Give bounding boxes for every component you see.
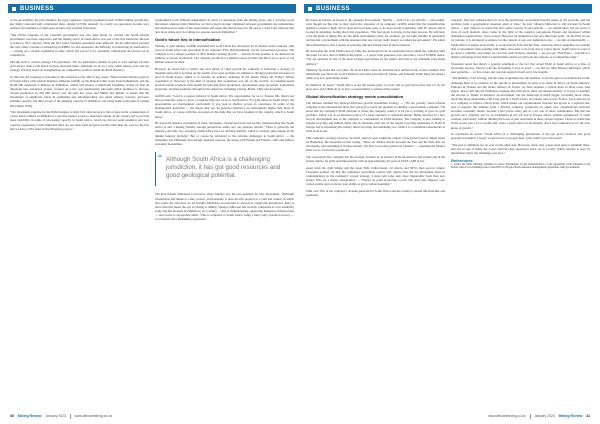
paragraph: Griffith said, "Gold is a serious industry in South Africa. The opportunities for us to: Sonoxe Mb, there's not more productive assets to grow a company like ours on in or South Africa. For gold mines in South Africa, the opportunities are international, particularly if you look at shallow access on operations. In terms of the underground operations — the depots that we can generate efficiency are substantially higher than those in South Africa, of course with the exception of the mine that we have retained in the country, which is South Deep."	[155, 94, 294, 119]
website-link[interactable]: www.africanmining.co.za	[74, 414, 112, 418]
subheading: Global diversification strategy meets consolidation	[306, 94, 404, 100]
paragraph: He noted an advance in favour to the company involvement. "Quality — both of its cost and life — and pushed, even though we like that as they stayed the valuation of its company. Griffith added that the intensification applied to ensure a high, and in open-gold proceeds prior to its most recent acquisition, with 85 ounces and is located in Argentina, noting that in his experience, "The best grade is always in the most process. He will have to be the kinds of things that are but mine environment Chile, for example, get the right stability in generative and beyond a government with the assurance that one can get really money we otherwise encounters". He added that partnerships is also a means of reducing risk and driving sales of those interests.	[306, 18, 445, 47]
issue-date: January 2023	[45, 414, 66, 418]
square-bullet-icon	[308, 7, 312, 11]
paragraph: "The humility of the strategy and the value acquisition into the business, is not the quest to transform the world. Although there is no solution on the reform or investments we have now made in Africa on North America, Ethiopia in Finland and the nickel refinery in France, we have attained a critical mass in these areas. And expect, that is still like the Zimbabwe example that Neil given, there are unseen benefits. It is easy to quantify the success or failure in instances an investment, but the landscape is much bigger, providing more value, involving more relationship with a big jade in a North Africa, in Canada, and even in France. It has allowed us as a company to achieve critical mass, which means our organisational structure has grown to a regional one. And it supports the ultimate from a thriving company perspective in where new organisational structure becomes constantly dream, because I feel you're really just in a it's one of those commodities. But that the growth out I arguably just be an established in the US and in Europe allows another springboard of value creation, particularly without diluting the focus of past operations in these various regions. I have no doubt that in the recent past a lot is profits and create a good return on investment, and it has positioned us for the next phase of growth."	[451, 76, 590, 130]
section-label: BUSINESS	[20, 5, 54, 12]
paragraph: The Don Eskom Zimbabwe is however where Mueller saw the best potential for new investment. "Although investments and thinks to value, protect, environments, it does involve projects to a cash and control of which that comes the said flow we all brought Zimbabwe in particular is viewed as a high-risk jurisdiction, there is more than that meets the eye according to Müller. Sibanye-Stillwater has recently completed its own feasibility study and has invested in Zimbabwe, in a country — that is manufacturing, supporting industries, infrastructure — and access to appropriate skills. "This is compared to South Africa, being a fairly early operation society — we probably have Rethinking operations."	[155, 192, 294, 221]
paragraph: The mission outlined the Sibanye-Stillwater growth investment strategy — "We are proudly South African company in the international field. Our vision is to reach our pipeline to building a green metals company." He noted that the company's PGM portfolio is where the company wants it to be but is working to grow its gold portfolio, which acts as an insurance policy of a large exposure to industrial metals. Being involved in a new recycle development also in the company to complement its PGM business. The company is also looking to expand recycling and lithium metal and its divisions with one of the largest recycling businesses in PGM in Europe and is expanding into battery metal recycling and remaining two, while it is a committed shareholder at ASX Gold Goals.	[306, 100, 445, 134]
left-column-1	[10, 18, 149, 410]
paragraph: Froneman noted that there's a positive sentiment to the fact that actual PGM in South Africa at a time of increasing success. They've paid the Servemine to five in years — we did not limit Sibanye-Stillwater, which uses repatriate — to have years and concede again for itself every few months.	[451, 61, 590, 74]
left-columns	[10, 18, 294, 410]
paragraph: "The official response of the Canadian government was also quite brutal. In contrast, the South African government was more supportive and the mining sector in South Africa was one of the first industries allowed to return to 50% capacity, while the first world countries operations were different. On the other hand, because the state offers a means of transacting in RMBs, we did experience the difficulty of transacting in South Africa — relying on a current acquisition locality, which has proved to be extremely complicated and drawn out in comparison.	[10, 32, 149, 58]
page-footer	[488, 412, 590, 420]
magazine-name: Mining Review	[558, 414, 583, 418]
divider	[530, 414, 531, 419]
section-header-bar	[8, 4, 296, 13]
reference-item[interactable]: 1. Justin the Mine Melting available for more information on the Intensification of the agreement with Tanzanias Gold Fields: https://www.miningreview.com/2022/11/29/gold-fields-tanzania-management-agreement-with-government/	[451, 162, 590, 170]
paragraph: Apart from the right timing and the usual PMs, bidirectional, oil returns and NPVs then proven valued, Fareoman pointed out that the company's investment returns will, deliver that the the investment must be complementary to the company's current strategy, it must add value and, more importantly from then new before, ESG are a major consideration — "There's no point in hearing a tactic that don't help improve your carbon profile and accelerate your ability to get to carbon neutrality."	[306, 165, 445, 187]
paragraph: He noted that the Gold Fields asset in Chile has developed from an exploration find within the company until the point it is now able of 400m in the region — a project that generates at its outcome a cost of US$950 ounce. "We are currently in one of the most stranger gold mines on the planet. And this is our dominant long-living delivery."	[306, 49, 445, 66]
paragraph: "Our investment pipeline for the PGM business is fairly full. One last step is that of tests in the consideration of a base metal refinery in Zimbabwe to provide greater access to renewable energy in the country and to provide more flexibility in terms of processing capacity in South Africa. Given we did not seem extensive and new capacity expansions, I don't think that there are any short term prospects locally other than oil, save for the fact that we have a 50% stake in the Waterberg project."	[10, 110, 149, 131]
paragraph: In summary, he noted: "South Africa is not the easiest place to work, and so gold prices here that we do not grow now, and I think all of us have a responsibility to address these issues".	[306, 83, 445, 92]
paragraph: However he noted that to deliver the next phase of value growth the company is following a strategy of intensification and is focusing on the quality of its asset portfolio. In addition to driving production extension of gold in South Africa, which is to become an industry challenge in the future. Hence the US$4.7 billion acquisition of Newcrest is the kind of strategy this acquisition was off on the world's, as Canadian-based precious metals producer with significant gold and silver production, development stage properties, exploration properties, and land positions throughout the Americas, including Canada, Brazil, Chile and Argentina.	[155, 66, 294, 92]
references	[451, 158, 590, 170]
paragraph: In conclusion he noted, "South Africa is a challenging jurisdiction. It has got good resources and good geological potential. Clearly, we know how to prosper here, I just wish it was a bit easier."	[451, 132, 590, 141]
paragraph: concerns, The next consideration for us is the jurisdiction, investment-friendly nature of the portfolio, and the portfolio from a geographical situation point of view," he said. Sibanye-Stillwater is still invested in South Africa — and, "there is no doubt that have some concern in our portfolio — we remain there, but our point of view of each moment, share value in the light of the negative perceptions Eskom and depressed within challenged organisations." have created. However, he emphasised one very important point, "At the field we are lot journey, it is bicameral to explore for the consent of our own legislation pass — we talk of municipality — South Africa is unique in its ability to work with the East and the West. American listed companies are actually able to investment from working with China, and easier to be truly and of course future. South Africa is seen to go down a visibility road where we can trust with all those countries — let you say, TMI iliana — but this is a distinct advantage in the Native Lund Institute which we will look into and use as a competitive edge."	[451, 18, 590, 59]
left-column-2	[155, 18, 294, 410]
page-footer	[10, 412, 112, 420]
pull-quote	[155, 152, 294, 187]
page-number: 41	[586, 414, 590, 418]
page-number: 40	[10, 414, 14, 418]
paragraph: The corporation The company has the strategic position as an investor in North America and partner and in the battery metals. Its sadly and impressively with an approximately 40 years of PGM a GBI in SA.	[306, 155, 445, 164]
right-column-1	[306, 18, 445, 410]
paragraph: He noted the massive investment of fuels, mortgages, chrome and even rare facility, demonstrating that South Africa is still a mining friendly enough jurisdiction where one can generate returns. "There is generally the judiciary and still very operating South Africa has low and that stability, which is actually quite unique in the mining industry globally." But of course he subjoined to the extreme challenges in South Africa — the antiquities and ultimately increasingly depleted reserves, the issues with Eskom and Eskom, crime and endless economic inequalities.	[155, 121, 294, 146]
pull-quote-text: Although South Africa is a challenging jurisdiction, it has got good resources and good geological potential.	[166, 155, 281, 180]
paragraph: "The goal is definitely not an over on the other side. However, often once a deep level gold or platinum mine, and one in one of them, the Cape's African edge experience price out is a really viable solution to save its jurisdiction where the challenges you face."	[451, 143, 590, 156]
paragraph: requirements from different stakeholders in terms of operations from the mining sector and a growing social discontent, whereas mini Zimbabwe we find a much stronger alignment between government, the communities and employees in terms of the expectations and respectful interlocutors for the sector. I don't Ionic believes that new more stable and a lot simpler to operate assets in Zimbabwe."	[155, 18, 294, 35]
right-page	[300, 0, 600, 424]
paragraph: Similarly, he noted that over time, the Gold Fields assets in Australia have delivered one of new business first industrially past the front. Gold Fields has also been successful in Ghana, and although South Deep has taken a while, it is now generating returns.	[306, 68, 445, 81]
quote-mark-icon: “	[158, 152, 162, 163]
paragraph: Moving back to current strategy, Fan explained: "We are particularly bullish on gold as well, perhaps because gold always been a safe haven in these uncertain times. Although we are in a very robust upside cycle and our strategy is firmly based on strengthening our competitive position within the PGM industry."	[10, 60, 149, 73]
paragraph: To this end, the company is investing in the extension of the 10m of key assets. These include Sibanye projects in South Africa with African Rainbow Minerals (ARM) on the Bokoni Limit in the Eastern Bushveld, and the North Hill extension at Mimosa in Zimbabwe, which will involve a significant feasibility, in this we first an important new expansion project, focused on a low cost mechanised, sub-seam which promises to increase current production by 200 000 ounces over the next few years, and Müller Dry Rabbit, to ensure that the investment of significant funds in optimising and debottlenecking two metal refinery capacity, increases smelting capacity and third access of the smelting capacity in Zimbabwe was being made at the time of writing (November 2020).	[10, 74, 149, 108]
website-link[interactable]: www.africanmining.co.za	[488, 414, 526, 418]
magazine-name: Mining Review	[17, 414, 42, 418]
square-bullet-icon	[12, 7, 16, 11]
references-heading: References	[451, 157, 473, 163]
right-columns	[306, 18, 590, 410]
paragraph: Turning to gold mining, Grifffin explained that Gold Fields has developed an an intense trend company with roots in South Africa and operations in six countries: ESG (Environmental, Social, Governance) produce. The company is in a unique position of 28% industry leading growth — already in this position to be delivered in addition to current production. The company produced 2.2 million ounces in 2022 and this is set to grow to 2.8 million ounces by 2024.	[155, 43, 294, 65]
section-header-bar	[304, 4, 592, 13]
right-column-2	[451, 18, 590, 410]
issue-date: January 2023	[534, 414, 555, 418]
section-label: BUSINESS	[316, 5, 350, 12]
divider	[70, 414, 71, 419]
subheading: Gold's future lies in intensification	[155, 37, 221, 43]
paragraph: This company's strategy, however, he noted, must be seen within the context of the global trend of digital based on Humphery. He expanded on this saying, "There are distinct shocks between the East and the West that are developing, and something is in more happily. We have to become positive in wellness" — requiring the finance sheet for its a solid real operations.	[306, 136, 445, 153]
paragraph: of the government, the policymakers, the legal regulators, and the population itself. Within mining specifically, key highly educated staff complained there, during COVID, remotely in a sadly our operations became very isolated, and members of employees became very isolated from these.	[10, 18, 149, 31]
paragraph: With over 30% of the company's revenue generated in South Africa and the country's current infrastructure and regulatory	[306, 188, 445, 198]
